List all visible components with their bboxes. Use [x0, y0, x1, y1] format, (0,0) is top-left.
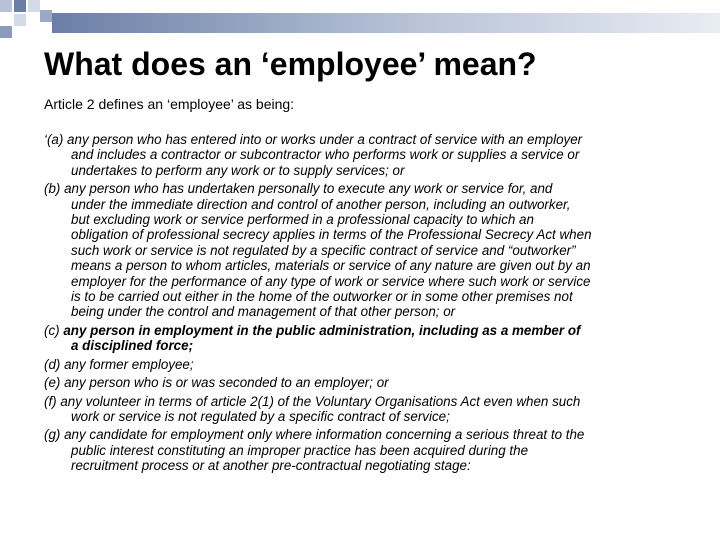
- item-line: but excluding work or service performed in a professional capacity to which an: [71, 212, 534, 228]
- item-line: and includes a contractor or subcontractor who performs work or supplies a service or: [71, 147, 580, 163]
- list-item-g: [44, 427, 704, 473]
- item-line: public interest constituting an improper practice has been acquired during the: [71, 442, 529, 458]
- item-prefix: (c): [44, 322, 64, 338]
- item-line: (d) any former employee;: [44, 356, 194, 372]
- list-item-b: [44, 181, 704, 320]
- item-line: means a person to whom articles, materials or service of any nature are given out by an: [71, 258, 591, 274]
- item-line: employer for the performance of any type of work or service where such work or service: [71, 273, 591, 289]
- title-bar-decoration: [52, 13, 720, 33]
- item-line: such work or service is not regulated by a specific contract of service and “outworker”: [71, 242, 576, 258]
- list-item-c: [44, 323, 704, 354]
- item-line: recruitment process or at another pre-contractual negotiating stage:: [71, 458, 471, 474]
- item-line: a disciplined force;: [71, 338, 194, 354]
- item-line: ‘(a) any person who has entered into or works under a contract of service with an employer: [44, 132, 583, 147]
- item-line: [44, 323, 704, 338]
- item-line: (f) any volunteer in terms of article 2(1) of the Voluntary Organisations Act even when such: [44, 393, 581, 409]
- slide-title: What does an ‘employee’ mean?: [44, 46, 537, 82]
- item-line: work or service is not regulated by a specific contract of service;: [71, 408, 450, 424]
- definition-list: [44, 132, 704, 477]
- list-item-e: [44, 375, 704, 390]
- item-line: obligation of professional secrecy applies in terms of the Professional Secrecy Act when: [71, 227, 592, 243]
- intro-text: Article 2 defines an ‘employee’ as being:: [44, 96, 295, 112]
- item-line: is to be carried out either in the home of the outworker or in some other premises not: [71, 289, 573, 305]
- item-line: under the immediate direction and control of another person, including an outworker,: [71, 196, 571, 212]
- list-item-a: [44, 132, 704, 178]
- item-line: undertakes to perform any work or to supply services; or: [71, 162, 405, 178]
- item-line: (e) any person who is or was seconded to an employer; or: [44, 375, 389, 391]
- list-item-f: [44, 394, 704, 425]
- corner-decoration: [0, 0, 60, 45]
- item-emphasis: any person in employment in the public administration, including as a member of: [63, 322, 581, 338]
- item-line: (g) any candidate for employment only where information concerning a serious threat to the: [44, 427, 585, 443]
- item-line: being under the control and management of that other person; or: [71, 304, 456, 320]
- list-item-d: [44, 357, 704, 372]
- item-line: (b) any person who has undertaken personally to execute any work or service for, and: [44, 181, 553, 197]
